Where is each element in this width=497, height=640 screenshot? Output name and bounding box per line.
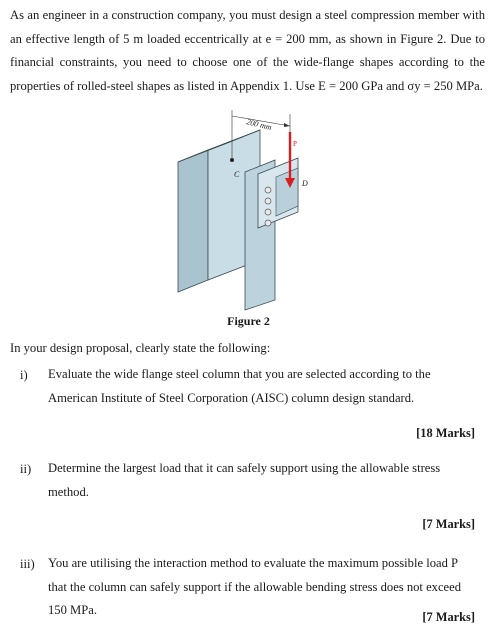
question-number: iii) bbox=[20, 557, 35, 571]
label-d: D bbox=[302, 179, 308, 188]
instruction-prompt: In your design proposal, clearly state the following: bbox=[10, 341, 271, 355]
figure-caption: Figure 2 bbox=[227, 314, 270, 328]
question-text: Determine the largest load that it can safely support using the allowable stress method. bbox=[48, 461, 441, 499]
marks-badge: [7 Marks] bbox=[422, 517, 475, 531]
dimension-label: 200 mm bbox=[245, 117, 273, 133]
bolt-4 bbox=[265, 220, 271, 226]
dimension-arrow bbox=[284, 123, 290, 127]
question-text: You are utilising the interaction method to evaluate the maximum possible load P that the column can safely support if the allowable bending stress does not exceed 150 MPa. bbox=[48, 556, 462, 617]
marks-badge: [7 Marks] bbox=[422, 610, 475, 624]
question-number: i) bbox=[20, 368, 28, 382]
bolt-3 bbox=[265, 209, 271, 215]
marks-badge: [18 Marks] bbox=[416, 426, 475, 440]
problem-intro: As an engineer in a construction company, you must design a steel compression member with an effective length of 5 m loaded eccentrically at e = 200 mm, as shown in Figure 2. Due to financial constraints, you need to choose one of the wide-flange shapes according to the properties of rolled-steel shapes as listed in Appendix 1. Use E = 200 GPa and σy = 250 MPa. bbox=[10, 8, 485, 93]
column-back-flange bbox=[178, 150, 208, 292]
label-p: P bbox=[293, 140, 297, 148]
question-number: ii) bbox=[20, 462, 32, 476]
label-c: C bbox=[234, 170, 240, 179]
column-illustration bbox=[150, 102, 350, 312]
bolt-1 bbox=[265, 187, 271, 193]
figure-column-diagram bbox=[150, 102, 350, 312]
question-text: Evaluate the wide flange steel column that you are selected according to the American Institute of Steel Corporation (AISC) column design standard. bbox=[48, 367, 431, 405]
bolt-2 bbox=[265, 198, 271, 204]
